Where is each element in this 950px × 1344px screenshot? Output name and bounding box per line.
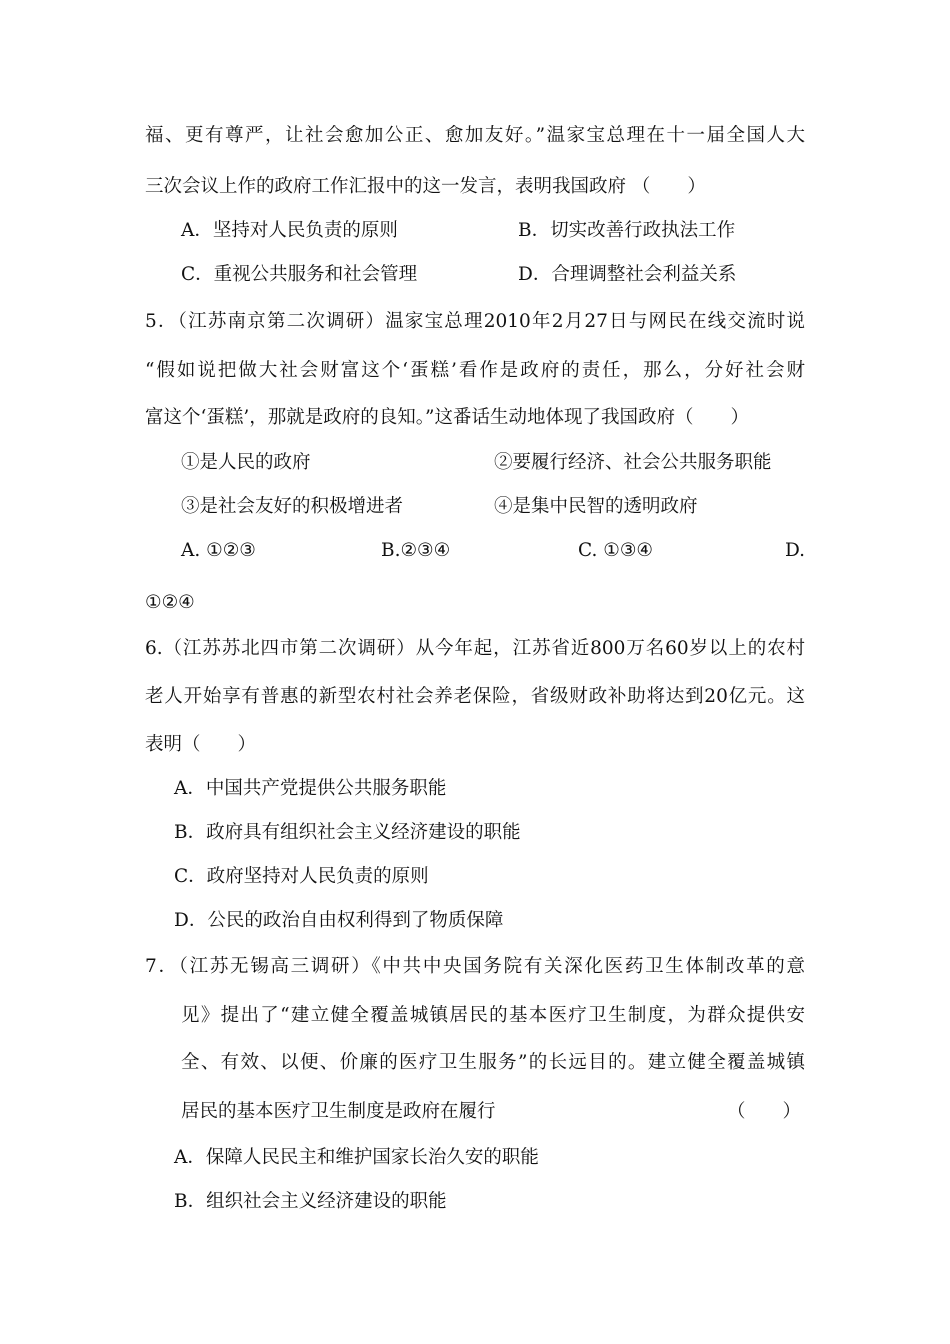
q4-option-d: D．合理调整社会利益关系: [518, 264, 737, 285]
q5-item-2: ②要履行经济、社会公共服务职能: [494, 452, 772, 473]
q5-item-3: ③是社会友好的积极增进者: [181, 496, 404, 517]
q6-stem-line-2: 老人开始享有普惠的新型农村社会养老保险，省级财政补助将达到20亿元。这: [145, 686, 805, 707]
q4-stem-line-1: 福、更有尊严，让社会愈加公正、愈加友好。”温家宝总理在十一届全国人大: [145, 125, 805, 146]
q6-option-a: A．中国共产党提供公共服务职能: [174, 778, 447, 799]
q5-stem-line-3: 富这个‘蛋糕’，那就是政府的良知。”这番话生动地体现了我国政府（ ）: [145, 407, 749, 428]
q6-stem-line-3: 表明（ ）: [145, 734, 257, 755]
q5-stem-line-2: “假如说把做大社会财富这个‘蛋糕’看作是政府的责任，那么，分好社会财: [145, 360, 805, 381]
q6-option-b: B．政府具有组织社会主义经济建设的职能: [174, 822, 521, 843]
q4-option-a: A．坚持对人民负责的原则: [181, 220, 398, 241]
q5-option-b: B.②③④: [381, 540, 451, 561]
q4-option-c: C．重视公共服务和社会管理: [181, 264, 418, 285]
q7-stem-line-3: 全、有效、以便、价廉的医疗卫生服务”的长远目的。建立健全覆盖城镇: [181, 1052, 805, 1073]
q7-stem-line-1: 7．（江苏无锡高三调研）《中共中央国务院有关深化医药卫生体制改革的意: [145, 956, 805, 977]
q7-stem-line-4: 居民的基本医疗卫生制度是政府在履行: [181, 1101, 496, 1122]
q6-stem-line-1: 6.（江苏苏北四市第二次调研）从今年起，江苏省近800万名60岁以上的农村: [145, 638, 805, 659]
q7-answer-paren: （ ）: [727, 1101, 802, 1122]
q7-option-a: A．保障人民民主和维护国家长治久安的职能: [174, 1147, 539, 1168]
q5-option-d-value: ①②④: [145, 592, 195, 613]
q4-option-b: B．切实改善行政执法工作: [518, 220, 736, 241]
q5-option-a: A. ①②③: [181, 540, 256, 561]
q5-option-d-label: D.: [785, 540, 806, 561]
q5-item-1: ①是人民的政府: [181, 452, 311, 473]
q5-stem-line-1: 5．（江苏南京第二次调研）温家宝总理2010年2月27日与网民在线交流时说: [145, 311, 805, 332]
q6-option-d: D．公民的政治自由权利得到了物质保障: [174, 910, 504, 931]
q7-option-b: B．组织社会主义经济建设的职能: [174, 1191, 447, 1212]
q5-item-4: ④是集中民智的透明政府: [494, 496, 698, 517]
q6-option-c: C．政府坚持对人民负责的原则: [174, 866, 429, 887]
q7-stem-line-2: 见》提出了“建立健全覆盖城镇居民的基本医疗卫生制度，为群众提供安: [181, 1005, 805, 1026]
q4-stem-line-2: 三次会议上作的政府工作汇报中的这一发言，表明我国政府 （ ）: [145, 176, 706, 197]
q5-option-c: C. ①③④: [578, 540, 654, 561]
